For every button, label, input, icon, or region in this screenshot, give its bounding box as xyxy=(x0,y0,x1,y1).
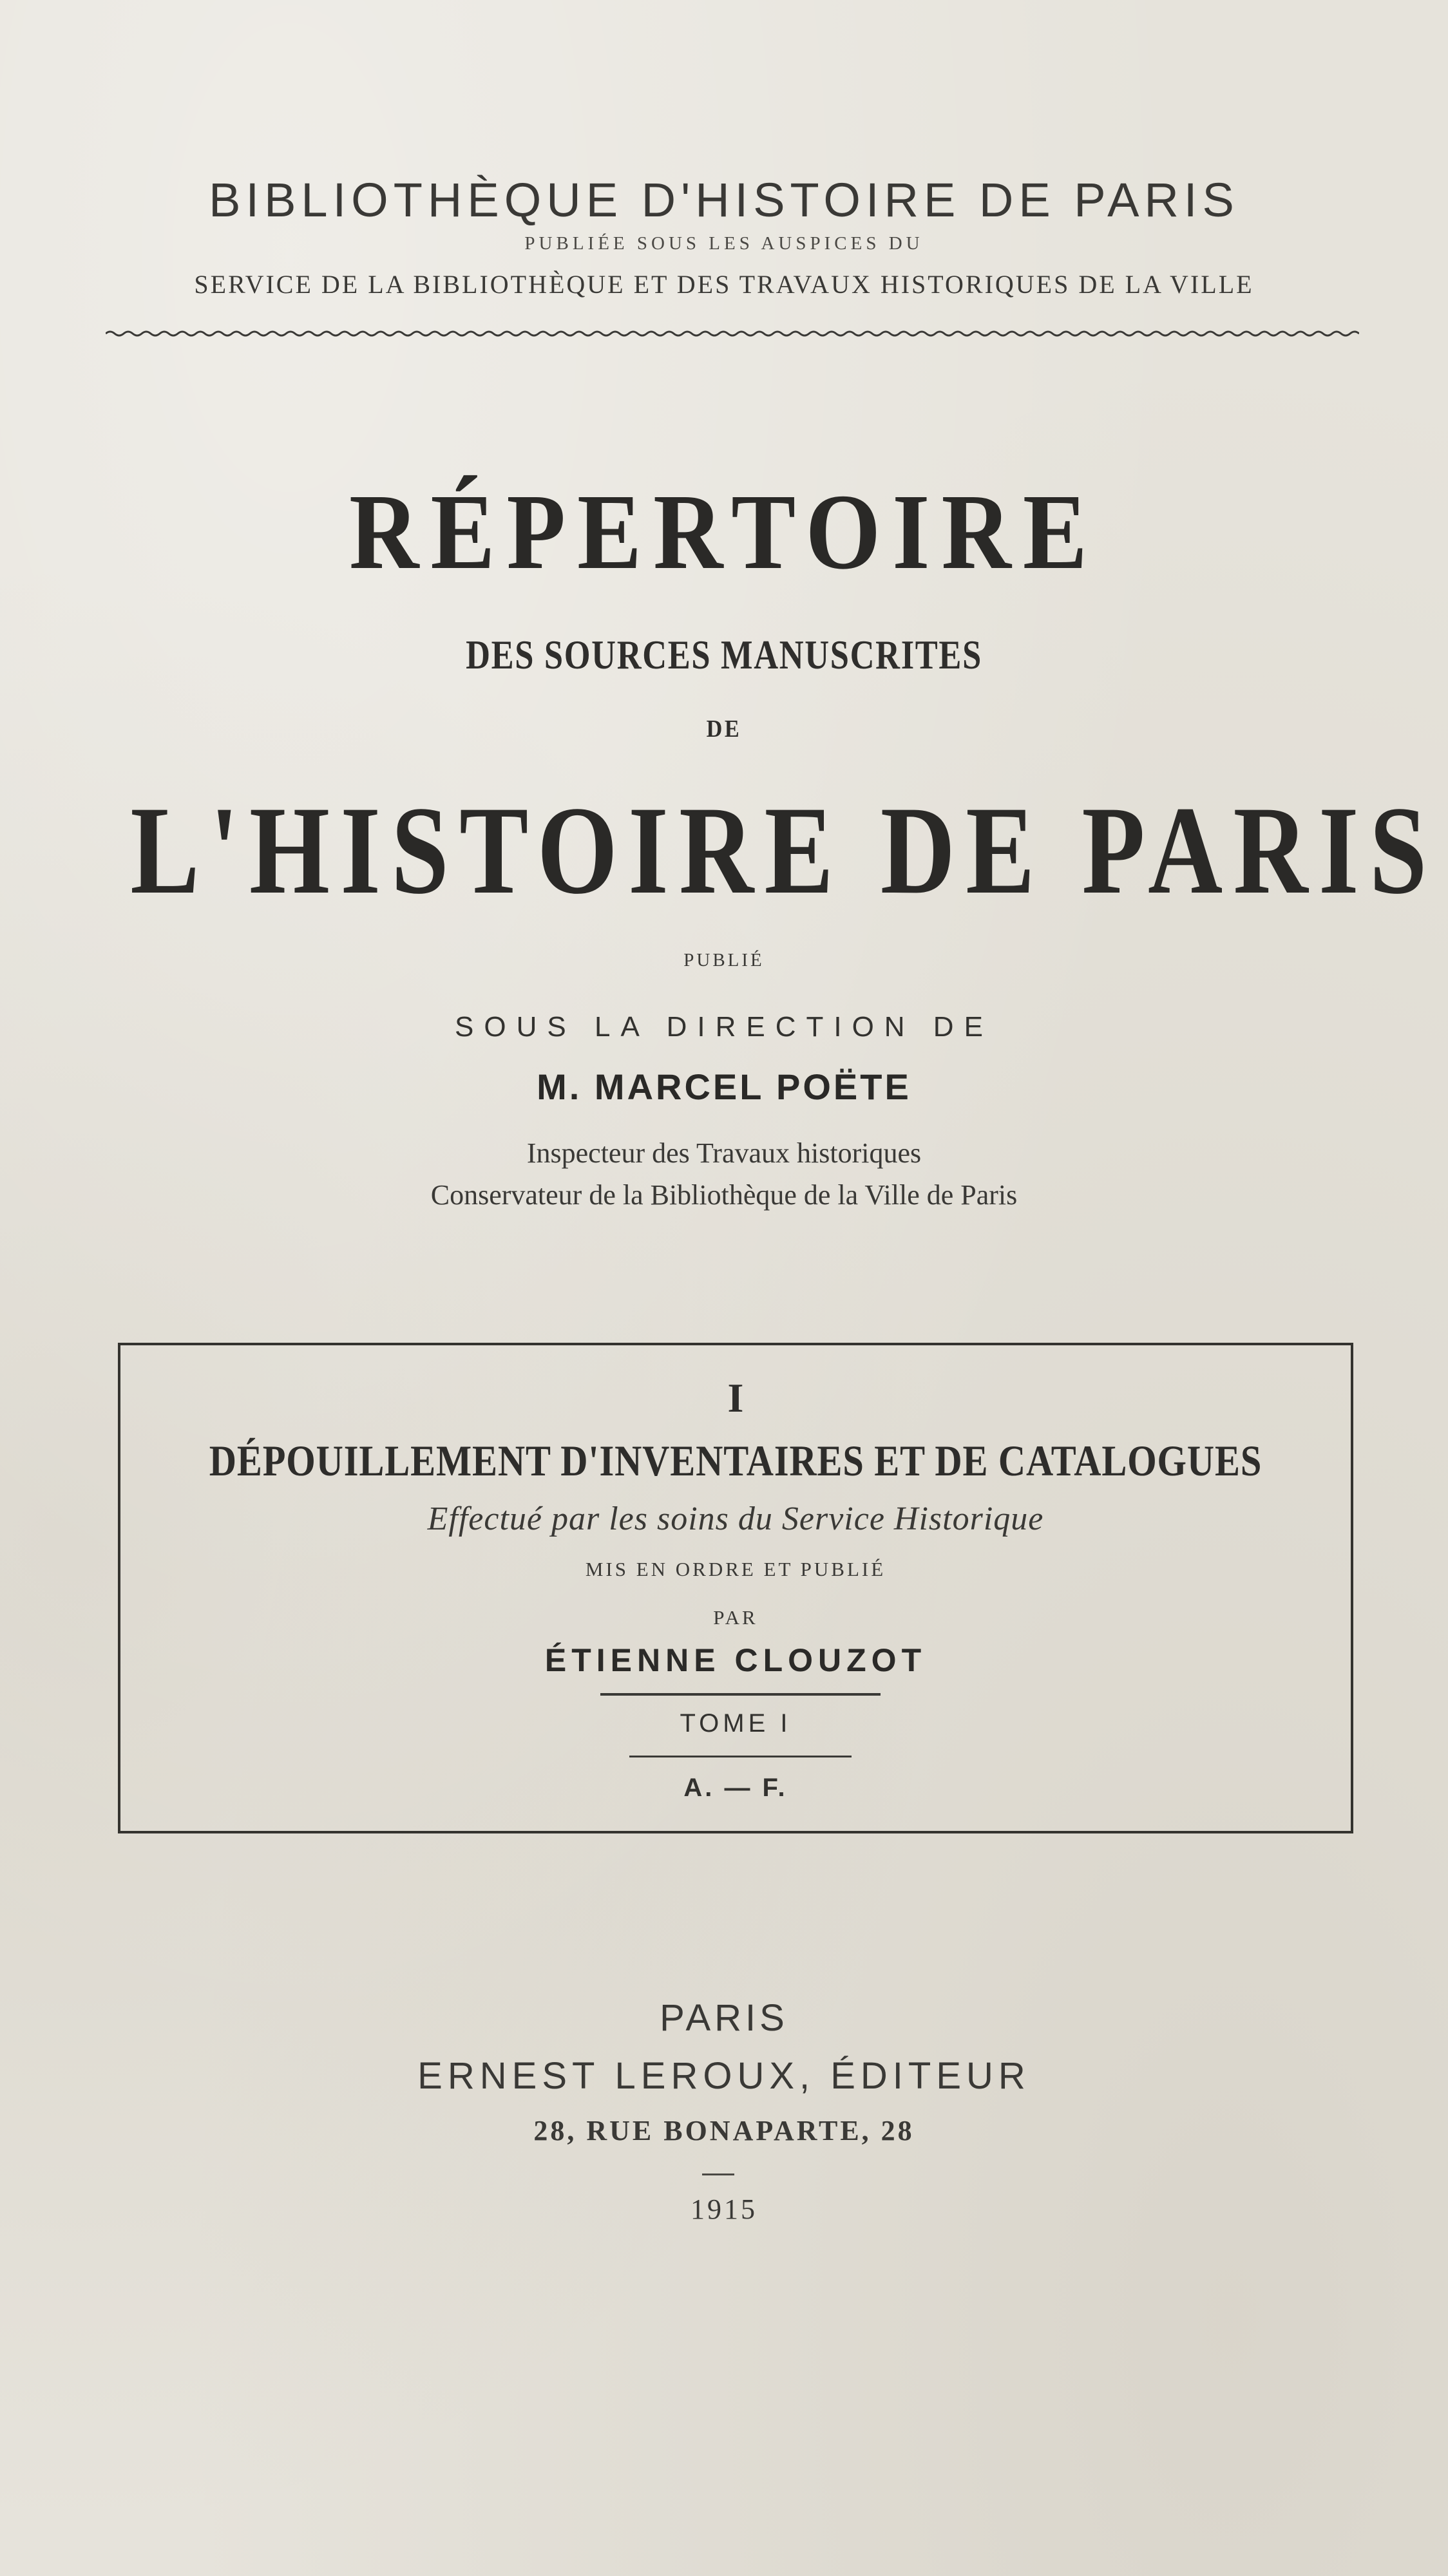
volume-effect: Effectué par les soins du Service Historique xyxy=(427,1501,1044,1537)
volume-by: PAR xyxy=(713,1606,758,1629)
book-title-line3: DE xyxy=(706,715,742,743)
direction-label: SOUS LA DIRECTION DE xyxy=(455,1011,993,1043)
rule-divider xyxy=(600,1693,881,1696)
imprint-publisher: ERNEST LEROUX, ÉDITEUR xyxy=(417,2055,1031,2097)
imprint-city: PARIS xyxy=(660,1997,788,2039)
director-name: M. MARCEL POËTE xyxy=(537,1066,911,1107)
volume-number: I xyxy=(727,1375,744,1421)
director-role-2: Conservateur de la Bibliothèque de la Ville de Paris xyxy=(430,1179,1018,1211)
volume-box xyxy=(118,1343,1353,1833)
volume-tome: TOME I xyxy=(680,1709,792,1738)
published-label: PUBLIÉ xyxy=(683,950,765,971)
series-subtitle: PUBLIÉE SOUS LES AUSPICES DU xyxy=(524,233,924,254)
book-title-main: RÉPERTOIRE xyxy=(349,472,1099,592)
series-service: SERVICE DE LA BIBLIOTHÈQUE ET DES TRAVAUX HISTORIQUES DE LA VILLE xyxy=(194,270,1254,299)
wavy-rule xyxy=(106,327,1359,340)
book-title-line2: DES SOURCES MANUSCRITES xyxy=(466,632,982,677)
imprint-year: 1915 xyxy=(691,2193,757,2225)
book-title-line4: L'HISTOIRE DE PARIS xyxy=(130,781,1438,920)
imprint-address: 28, RUE BONAPARTE, 28 xyxy=(533,2115,915,2146)
volume-arranged: MIS EN ORDRE ET PUBLIÉ xyxy=(585,1558,886,1580)
volume-range: A. — F. xyxy=(683,1774,788,1802)
rule-divider xyxy=(629,1756,852,1757)
series-title: BIBLIOTHÈQUE D'HISTOIRE DE PARIS xyxy=(209,173,1239,227)
imprint-dash xyxy=(702,2174,734,2175)
volume-editor: ÉTIENNE CLOUZOT xyxy=(544,1642,927,1678)
director-role-1: Inspecteur des Travaux historiques xyxy=(526,1137,922,1169)
volume-title: DÉPOUILLEMENT D'INVENTAIRES ET DE CATALOGUES xyxy=(209,1436,1262,1485)
